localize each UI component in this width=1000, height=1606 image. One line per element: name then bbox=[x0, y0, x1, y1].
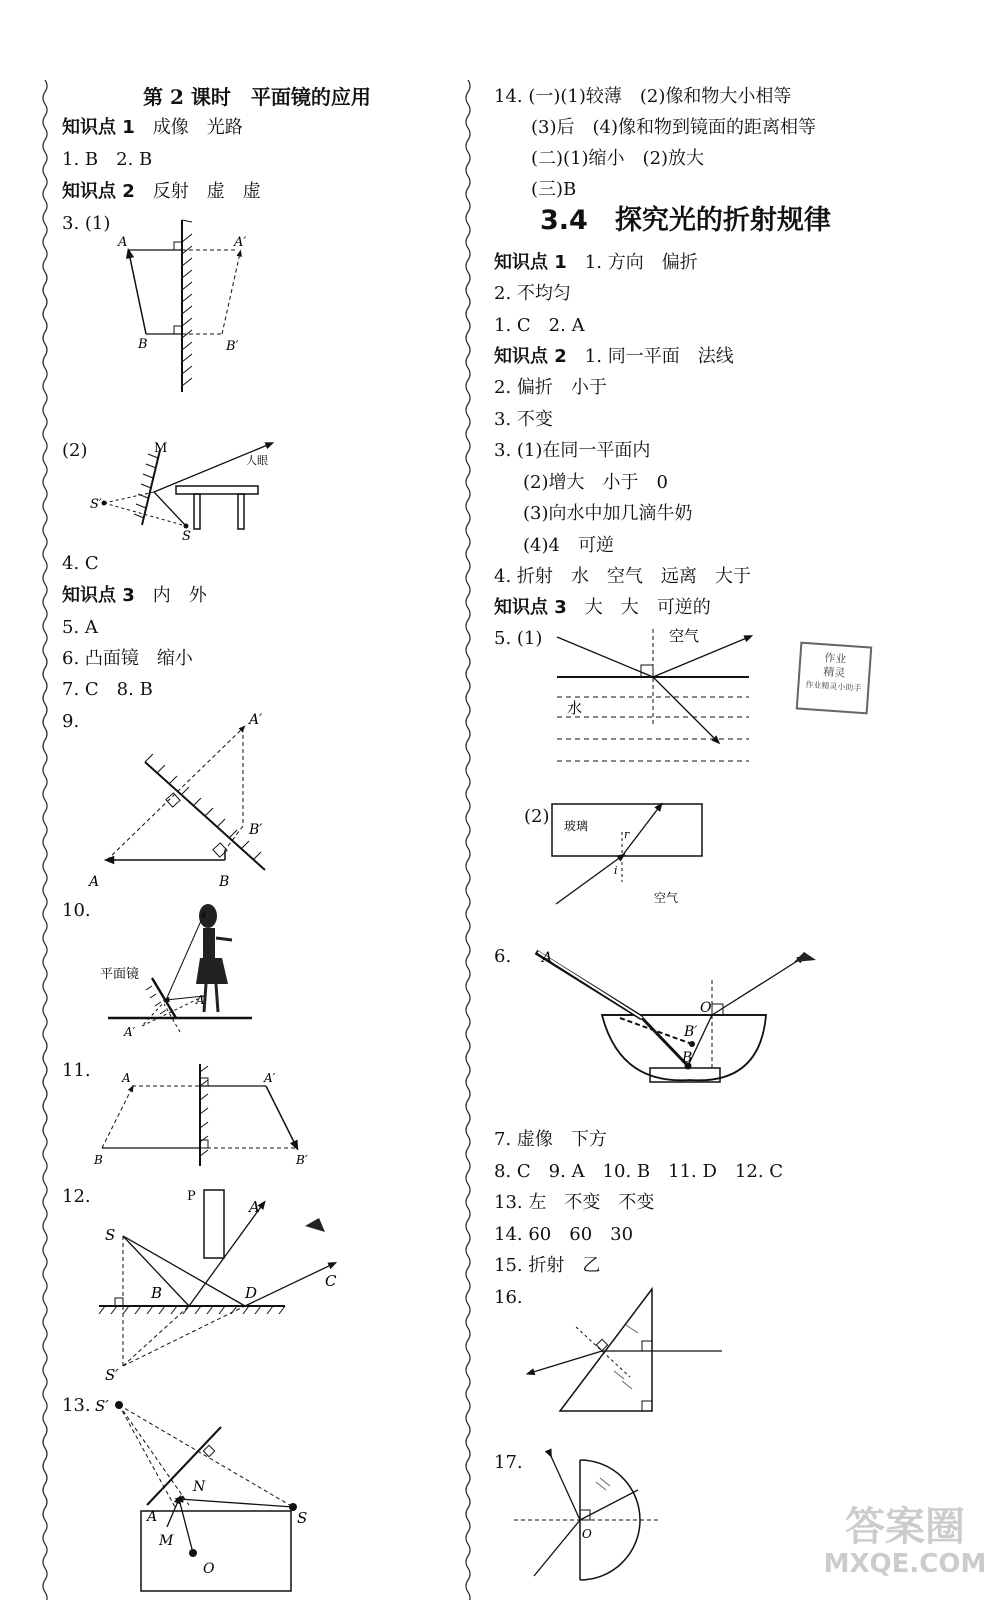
figure-q9 bbox=[85, 710, 285, 890]
kp3-answer: 内 外 bbox=[152, 585, 207, 606]
answer-q14-line4: (三)B bbox=[531, 179, 577, 200]
stamp bbox=[796, 642, 873, 715]
kp1-line bbox=[62, 117, 243, 139]
q9-label: 9. bbox=[62, 711, 80, 732]
fig3-2-Sp: S′ bbox=[90, 497, 102, 512]
r-kp1-line bbox=[494, 252, 698, 274]
fig3-1-A: A bbox=[118, 235, 128, 250]
answer-q5: 5. A bbox=[62, 617, 98, 638]
fig13-Sp: S′ bbox=[95, 1397, 109, 1415]
lesson-title: 第 2 课时 平面镜的应用 bbox=[143, 85, 371, 109]
figure-q12 bbox=[95, 1186, 355, 1386]
r-kp3-label: 知识点 3 bbox=[494, 597, 567, 618]
fig3-2-M: M bbox=[154, 441, 168, 456]
figure-r5-1 bbox=[553, 625, 763, 770]
r-kp3-line bbox=[494, 597, 711, 619]
fig9-B: B bbox=[219, 874, 230, 890]
r-q4: 4. 折射 水 空气 远离 大于 bbox=[494, 566, 751, 587]
r-kp2-q2: 2. 偏折 小于 bbox=[494, 377, 607, 398]
fig11-B: B bbox=[94, 1153, 103, 1167]
q12-label: 12. bbox=[62, 1186, 91, 1207]
fig3-2-S: S bbox=[182, 529, 191, 544]
fig3-1-B: B bbox=[138, 337, 148, 352]
watermark-line1: 答案圈 bbox=[845, 1504, 965, 1550]
eye-icon bbox=[794, 952, 816, 962]
r-q16-label: 16. bbox=[494, 1287, 523, 1308]
q3-label: 3. (1) bbox=[62, 213, 111, 234]
kp2-answer: 反射 虚 虚 bbox=[152, 181, 261, 202]
q13-label: 13. bbox=[62, 1395, 91, 1416]
fig10-A: A bbox=[196, 993, 205, 1007]
fig12-Sp: S′ bbox=[105, 1366, 119, 1384]
fig3-2-eye: 人眼 bbox=[246, 454, 268, 467]
kp1-answer: 成像 光路 bbox=[152, 117, 243, 138]
fig-r17-O: O bbox=[582, 1527, 592, 1541]
stamp-line3: 作业精灵小助手 bbox=[805, 680, 862, 693]
fig11-Bp: B′ bbox=[296, 1153, 308, 1167]
answer-q14-line1: 14. (一)(1)较薄 (2)像和物大小相等 bbox=[494, 86, 792, 107]
fig3-1-Ap: A′ bbox=[234, 235, 247, 250]
r-kp1-q1-2: 1. C 2. A bbox=[494, 315, 585, 336]
r-q3-1: 3. (1)在同一平面内 bbox=[494, 440, 651, 461]
answer-q14-line3: (二)(1)缩小 (2)放大 bbox=[531, 148, 705, 169]
answer-q7-8: 7. C 8. B bbox=[62, 679, 153, 700]
fig9-A: A bbox=[89, 874, 100, 890]
watermark-line2: MXQE.COM bbox=[823, 1549, 987, 1579]
answer-q1-2: 1. B 2. B bbox=[62, 149, 153, 170]
kp1-label: 知识点 1 bbox=[62, 117, 135, 138]
r-q8-12: 8. C 9. A 10. B 11. D 12. C bbox=[494, 1161, 784, 1182]
q3-2-label: (2) bbox=[62, 440, 88, 461]
answer-q14-line2: (3)后 (4)像和物到镜面的距离相等 bbox=[531, 117, 816, 138]
r-kp1-label: 知识点 1 bbox=[494, 252, 567, 273]
r-q17-label: 17. bbox=[494, 1452, 523, 1473]
r-q5-label: 5. (1) bbox=[494, 628, 543, 649]
kp3-line bbox=[62, 585, 207, 607]
fig13-O: O bbox=[203, 1561, 215, 1577]
fig13-A: A bbox=[147, 1509, 158, 1525]
fig-r5-2-glass: 玻璃 bbox=[564, 819, 589, 833]
r-q5-2-label: (2) bbox=[524, 806, 550, 827]
fig10-mirror-label: 平面镜 bbox=[100, 967, 140, 982]
fig-r6-Bp: B′ bbox=[684, 1024, 698, 1040]
eye-icon bbox=[305, 1218, 325, 1232]
fig-r6-B: B bbox=[682, 1050, 693, 1066]
stamp-line2: 精灵 bbox=[822, 665, 846, 680]
fig13-M: M bbox=[159, 1533, 174, 1549]
figure-r5-2 bbox=[550, 800, 710, 910]
kp3-label: 知识点 3 bbox=[62, 585, 135, 606]
r-kp2-answer: 1. 同一平面 法线 bbox=[584, 346, 734, 367]
r-kp2-line bbox=[494, 346, 734, 368]
figure-q3-1 bbox=[100, 220, 280, 400]
q10-label: 10. bbox=[62, 900, 91, 921]
fig9-Ap: A′ bbox=[249, 712, 263, 728]
stamp-line1: 作业 bbox=[823, 651, 847, 666]
kp2-line bbox=[62, 181, 261, 203]
q11-label: 11. bbox=[62, 1060, 91, 1081]
fig-r6-O: O bbox=[700, 1000, 712, 1016]
answer-q4: 4. C bbox=[62, 553, 99, 574]
kp2-label: 知识点 2 bbox=[62, 181, 135, 202]
r-q3-4: (4)4 可逆 bbox=[523, 535, 614, 556]
fig12-A: A bbox=[249, 1198, 260, 1216]
r-kp2-q3: 3. 不变 bbox=[494, 409, 553, 430]
middle-wavy-border bbox=[463, 80, 473, 1600]
r-q3-3: (3)向水中加几滴牛奶 bbox=[523, 503, 693, 524]
fig10-Ap: A′ bbox=[124, 1025, 136, 1039]
fig12-C: C bbox=[325, 1272, 337, 1290]
fig-r5-2-r: r bbox=[624, 828, 630, 841]
fig-r5-2-air: 空气 bbox=[654, 891, 679, 905]
fig13-S: S bbox=[297, 1509, 308, 1527]
r-q14: 14. 60 60 30 bbox=[494, 1224, 634, 1245]
left-wavy-border bbox=[40, 80, 50, 1600]
fig12-B: B bbox=[151, 1284, 163, 1302]
r-q6-label: 6. bbox=[494, 946, 512, 967]
figure-q3-2 bbox=[90, 440, 290, 545]
figure-q11 bbox=[90, 1060, 330, 1170]
figure-r6 bbox=[530, 940, 830, 1090]
r-q7: 7. 虚像 下方 bbox=[494, 1129, 607, 1150]
fig9-Bp: B′ bbox=[249, 822, 263, 838]
figure-r17 bbox=[510, 1450, 670, 1580]
fig-r5-1-air: 空气 bbox=[669, 627, 700, 645]
r-kp1-answer: 1. 方向 偏折 bbox=[584, 252, 698, 273]
fig11-Ap: A′ bbox=[264, 1071, 276, 1085]
r-kp3-answer: 大 大 可逆的 bbox=[584, 597, 711, 618]
fig12-P: P bbox=[187, 1189, 196, 1204]
figure-r16 bbox=[526, 1285, 736, 1425]
fig-r5-1-water: 水 bbox=[567, 699, 583, 717]
r-kp2-label: 知识点 2 bbox=[494, 346, 567, 367]
watermark bbox=[820, 1505, 990, 1579]
section-title: 3.4 探究光的折射规律 bbox=[540, 205, 831, 236]
fig-r5-2-i: i bbox=[614, 864, 618, 877]
r-q15: 15. 折射 乙 bbox=[494, 1255, 601, 1276]
r-q13: 13. 左 不变 不变 bbox=[494, 1192, 655, 1213]
fig-r6-A: A bbox=[542, 950, 553, 966]
fig13-N: N bbox=[193, 1479, 206, 1495]
fig12-D: D bbox=[245, 1284, 258, 1302]
fig3-1-Bp: B′ bbox=[226, 339, 239, 354]
r-q3-2: (2)增大 小于 0 bbox=[523, 472, 668, 493]
fig12-S: S bbox=[105, 1226, 116, 1244]
figure-q13 bbox=[95, 1395, 335, 1595]
fig11-A: A bbox=[122, 1071, 131, 1085]
figure-q10 bbox=[100, 900, 260, 1050]
answer-q6: 6. 凸面镜 缩小 bbox=[62, 648, 193, 669]
r-kp1-q2: 2. 不均匀 bbox=[494, 283, 571, 304]
